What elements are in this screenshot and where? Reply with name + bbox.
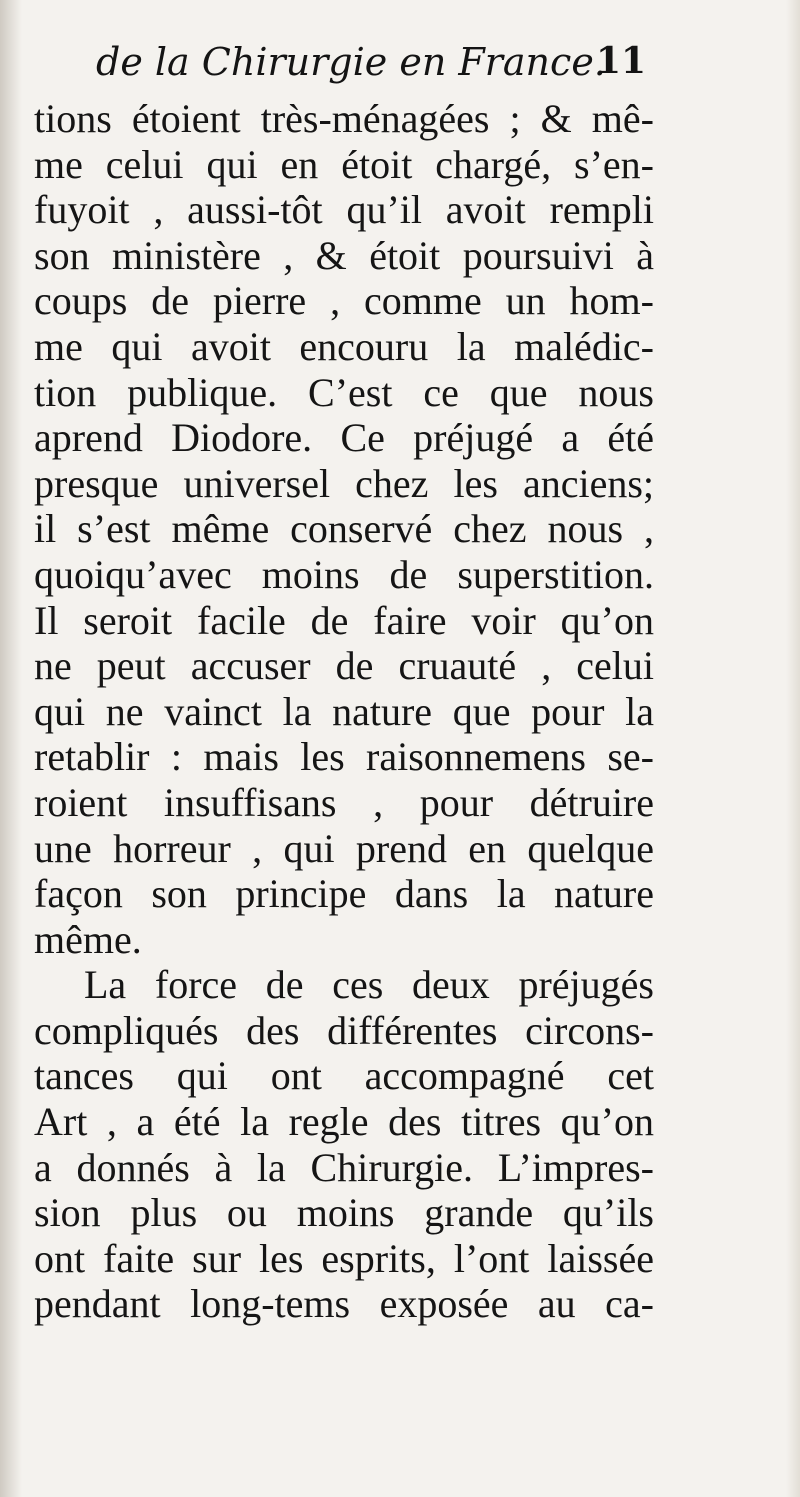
text-line: une horreur , qui prend en quelque (34, 825, 654, 871)
text-line: retablir : mais les raisonnemens se- (34, 734, 654, 780)
text-line: tions étoient très-ménagées ; & mê- (34, 96, 654, 141)
text-line: il s’est même conservé chez nous , (34, 506, 654, 552)
text-line: ont faite sur les esprits, l’ont laissée (34, 1235, 654, 1281)
text-line: me celui qui en étoit chargé, s’en- (34, 141, 654, 187)
text-line: a donnés à la Chirurgie. L’impres- (34, 1144, 654, 1190)
text-line: tion publique. C’est ce que nous (34, 369, 654, 415)
text-line: Art , a été la regle des titres qu’on (34, 1099, 654, 1145)
binding-gutter-shadow (0, 0, 22, 1497)
text-line: ne peut accuser de cruauté , celui (34, 643, 654, 689)
text-line: son ministère , & étoit poursuivi à (34, 232, 654, 278)
text-line: qui ne vainct la nature que pour la (34, 688, 654, 734)
text-line: compliqués des différentes circons- (34, 1007, 654, 1053)
text-line: roient insuffisans , pour détruire (34, 779, 654, 825)
page-edge (786, 0, 800, 1497)
text-line: tances qui ont accompagné cet (34, 1053, 654, 1099)
paragraph-1 (34, 96, 654, 962)
text-line: presque universel chez les anciens; (34, 460, 654, 506)
text-line: fuyoit , aussi-tôt qu’il avoit rempli (34, 187, 654, 233)
text-line: quoiqu’avec moins de superstition. (34, 551, 654, 597)
text-line: La force de ces deux préjugés (84, 962, 654, 1008)
text-line: aprend Diodore. Ce préjugé a été (34, 415, 654, 461)
text-line: pendant long-tems exposée au ca- (34, 1281, 654, 1327)
page-number: 11 (596, 40, 647, 82)
body-text (34, 96, 654, 1327)
paragraph-2 (34, 962, 654, 1327)
running-title: de la Chirurgie en France. (96, 40, 606, 84)
text-line: me qui avoit encouru la malédic- (34, 323, 654, 369)
text-line: sion plus ou moins grande qu’ils (34, 1190, 654, 1236)
text-line: coups de pierre , comme un hom- (34, 278, 654, 324)
text-line: même. (34, 916, 142, 962)
text-line: Il seroit facile de faire voir qu’on (34, 597, 654, 643)
text-line: façon son principe dans la nature (34, 871, 654, 917)
